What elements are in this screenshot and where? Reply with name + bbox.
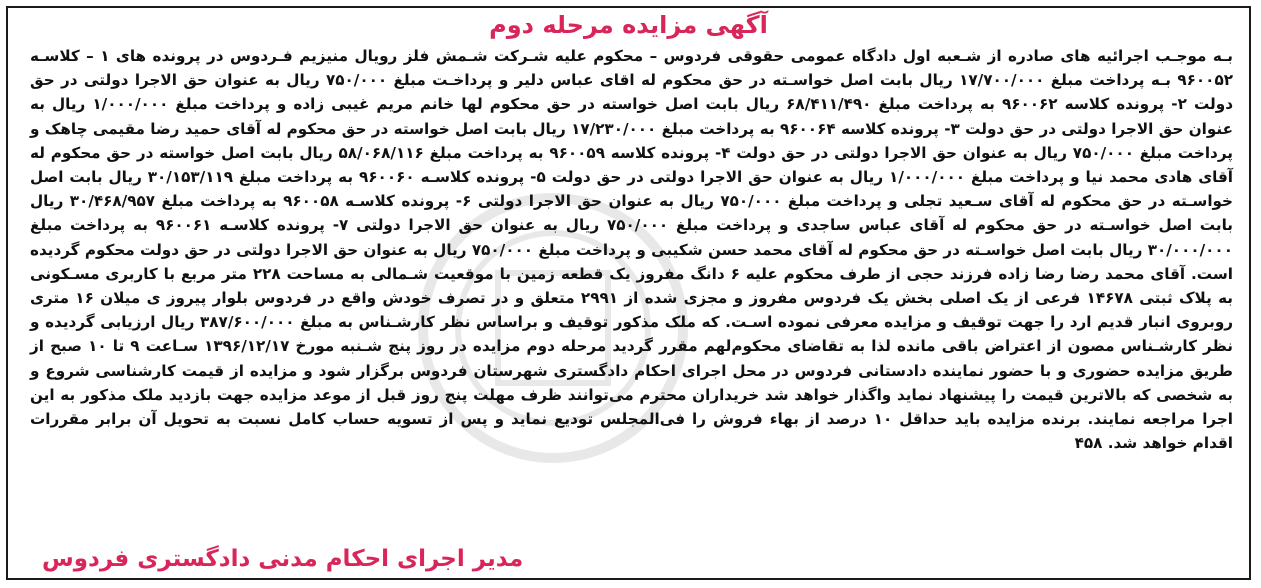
notice-title: آگهی مزایده مرحله دوم	[489, 11, 768, 39]
auction-notice	[6, 6, 1251, 580]
notice-body: بـه موجـب اجرائیه های صادره از شـعبه اول دادگاه عمومی حقوقی فردوس – محکوم علیه شـرکت شـمش فلز رویال منیزیم فـردوس در پرونده های ۱ – کلاسـه ۹۶۰۰۵۲ بـه پرداخت مبلغ ۱۷/۷۰۰/۰۰۰ ریال بابت اصل خواسـته در حق محکوم له اقای عباس دلیر و پرداخـت مبلغ ۷۵۰/۰۰۰ ریال به عنوان حق الاجرا دولتی در حق دولت ۲- پرونده کلاسه ۹۶۰۰۶۲ به پرداخت مبلغ ۶۸/۴۱۱/۴۹۰ ریال بابت اصل خواسته در حق محکوم لها خانم مریم غیبی زاده و پرداخت مبلغ ۱/۰۰۰/۰۰۰ ریال به عنوان حق الاجرا دولتی در حق دولت ۳- پرونده کلاسه ۹۶۰۰۶۴ به پرداخت مبلغ ۱۷/۲۳۰/۰۰۰ ریال بابت اصل خواسته در حق محکوم له آقای حمید رضا مقیمی چاهک و پرداخت مبلغ ۷۵۰/۰۰۰ ریال به عنوان حق الاجرا دولتی در حق دولت ۴- پرونده کلاسه ۹۶۰۰۵۹ به پرداخت مبلغ ۵۸/۰۶۸/۱۱۶ ریال بابت اصل خواسته در حق محکوم له آقای هادی محمد نیا و پرداخت مبلغ ۱/۰۰۰/۰۰۰ ریال به عنوان حق الاجرا دولتی در حق دولت ۵- پرونده کلاسـه ۹۶۰۰۶۰ به پرداخت مبلغ ۳۰/۱۵۳/۱۱۹ ریال بابت اصل خواسـته در حق محکوم له آقای سـعید تجلی و پرداخت مبلغ ۷۵۰/۰۰۰ ریال به عنوان حق الاجرا دولتی ۶- پرونده کلاسـه ۹۶۰۰۵۸ به پرداخت مبلغ ۳۰/۴۶۸/۹۵۷ ریال بابت اصل خواسـته در حق محکوم له آقای عباس ساجدی و پرداخت مبلغ ۷۵۰/۰۰۰ ریال به عنوان حق الاجرا دولتی ۷- پرونده کلاسـه ۹۶۰۰۶۱ به پرداخت مبلغ ۳۰/۰۰۰/۰۰۰ ریال بابت اصل خواسـته در حق محکوم له آقای محمد حسن شکیبی و پرداخت مبلغ ۷۵۰/۰۰۰ ریال به عنوان حق الاجرا دولتی در حق دولت محکوم گردیده است. آقای محمد رضا رضا زاده فرزند حجی از طرف محکوم علیه ۶ دانگ مفروز یک قطعه زمین با موقعیت شـمالی به مساحت ۲۲۸ متر مربع با کاربری مسـکونی به پلاک ثبتی ۱۴۶۷۸ فرعی از یک اصلی بخش یک فردوس مفروز و مجزی شده از ۲۹۹۱ متعلق و در تصرف خودش واقع در فردوس بلوار پیروز ی میلان ۱۶ متری روبروی انبار قدیم ارد را جهت توقیف و مزایده معرفی نموده اسـت. که ملک مذکور توقیف و براساس نظر کارشـناس به مبلغ ۳۸۷/۶۰۰/۰۰۰ ریال ارزیابی گردیده و نظر کارشـناس مصون از اعتراض باقی مانده لذا به تقاضای محکوم‌لهم مقرر گردید مرحله دوم مزایده در روز پنج شـنبه مورخ ۱۳۹۶/۱۲/۱۷ سـاعت ۹ تا ۱۰ صبح از طریق مزایده حضوری و با حضور نماینده دادستانی فردوس در محل اجرای احکام دادگستری شهرستان فردوس برگزار شود و مزایده از قیمت کارشناسی شروع و به شخصی که بالاترین قیمت را پیشنهاد نماید واگذار خواهد شد خریداران محترم می‌توانند ظرف مهلت پنج روز قبل از موعد مزایده جهت بازدید ملک مذکور به این اجرا مراجعه نمایند. برنده مزایده باید حداقل ۱۰ درصد از بهاء فروش را فی‌المجلس تودیع نماید و پس از تسویه حساب کامل نسبت به تحویل آن برابر مقررات اقدام خواهد شد. ۴۵۸	[30, 47, 1234, 453]
notice-signature: مدیر اجرای احکام مدنی دادگستری فردوس	[42, 546, 524, 572]
